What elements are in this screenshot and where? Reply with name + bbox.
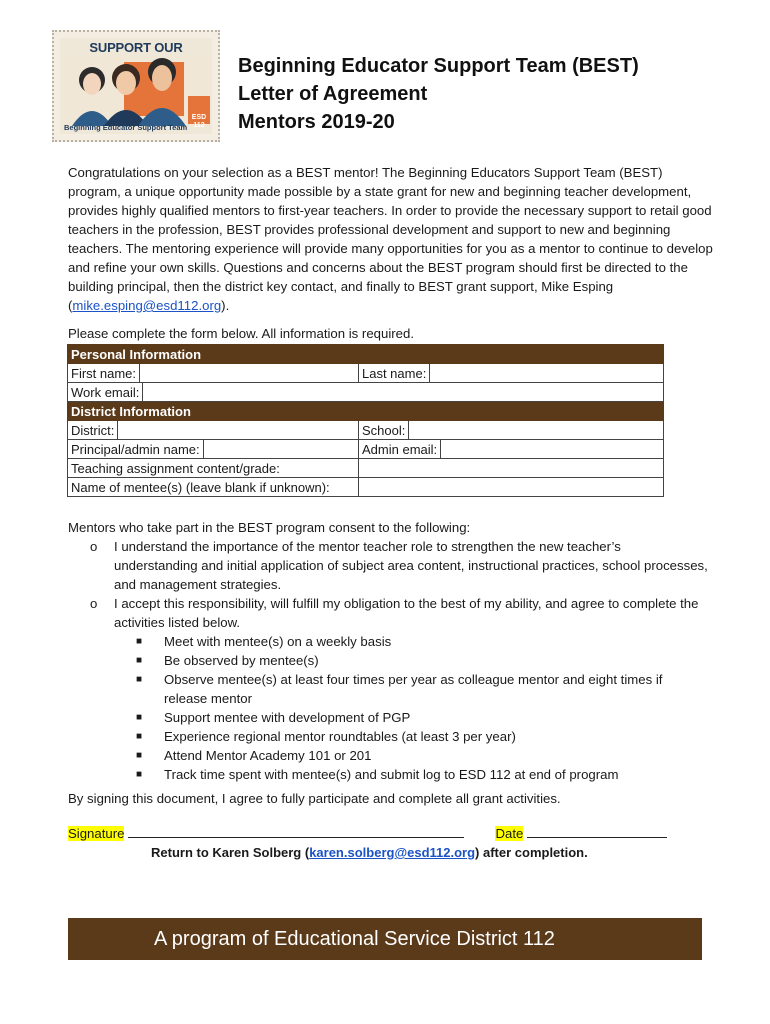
teaching-assignment-label: Teaching assignment content/grade: [68,459,359,478]
agreement-statement: By signing this document, I agree to fully participate and complete all grant activities. [68,791,561,806]
section-personal-information: Personal Information [68,345,664,364]
mentee-name-label: Name of mentee(s) (leave blank if unknown): [68,478,359,497]
mike-esping-email-link[interactable]: mike.esping@esd112.org [72,298,222,313]
consent-intro: Mentors who take part in the BEST program consent to the following: [68,520,471,535]
section-district-information: District Information [68,402,664,421]
admin-email-label: Admin email: [359,440,441,458]
logo-stamp [52,30,220,142]
signature-label: Signature [68,826,125,841]
first-name-cell [68,364,359,383]
teaching-assignment-field[interactable] [359,459,664,478]
square-bullet-icon: ■ [136,655,143,666]
document-title [238,52,639,136]
school-label: School: [359,421,409,439]
activity-text: Experience regional mentor roundtables (at least 3 per year) [164,729,516,744]
signature-line [68,825,688,841]
consent-item [68,594,708,784]
activity-text: Support mentee with development of PGP [164,710,411,725]
activity-text: Track time spent with mentee(s) and submit log to ESD 112 at end of program [164,767,619,782]
activities-list [114,632,708,784]
logo-stamp-inner [60,38,212,134]
first-name-field[interactable] [140,364,358,382]
date-field[interactable] [527,825,667,838]
school-cell [359,421,664,440]
consent-list [68,537,708,784]
karen-solberg-email-link[interactable]: karen.solberg@esd112.org [309,845,476,860]
return-instructions [151,845,588,860]
activity-item [114,708,708,727]
district-cell [68,421,359,440]
footer-banner: A program of Educational Service District 112 [68,918,702,960]
consent-section [68,518,708,784]
consent-item [68,537,708,594]
square-bullet-icon: ■ [136,731,143,742]
principal-field[interactable] [204,440,358,458]
activity-text: Attend Mentor Academy 101 or 201 [164,748,372,763]
work-email-label: Work email: [68,383,143,401]
circle-bullet-icon: o [90,596,98,611]
circle-bullet-icon: o [90,539,98,554]
form-prompt: Please complete the form below. All information is required. [68,326,414,341]
activity-item [114,746,708,765]
activity-item [114,651,708,670]
activity-item [114,632,708,651]
district-label: District: [68,421,118,439]
district-field[interactable] [118,421,358,439]
activity-item [114,670,708,708]
work-email-field[interactable] [143,383,663,401]
return-after: ) after completion. [475,845,588,860]
logo-title: SUPPORT OUR [89,40,183,55]
square-bullet-icon: ■ [136,674,143,685]
intro-paragraph [68,163,713,315]
square-bullet-icon: ■ [136,769,143,780]
logo-badge: ESD 112 [191,114,207,129]
consent-item-text: I understand the importance of the mentor teacher role to strengthen the new teacher’s understanding and initial application of subject area content, instructional practices, school processes, and management strategies. [114,539,708,592]
principal-label: Principal/admin name: [68,440,204,458]
activity-item [114,727,708,746]
logo-subtitle: Beginning Educator Support Team [64,123,188,132]
activity-text: Be observed by mentee(s) [164,653,319,668]
consent-item-text: I accept this responsibility, will fulfill my obligation to the best of my ability, and agree to complete the activities listed below. [114,596,699,630]
intro-text: Congratulations on your selection as a BEST mentor! The Beginning Educators Support Team (BEST) program, a unique opportunity made possible by a state grant for new and beginning teacher development, provides highly qualified mentors to first-year teachers. In order to provide the necessary support to retail good teachers in the profession, BEST provides professional development and support to new and beginning teachers. The mentoring experience will provide many opportunities for you as a mentor to continue to develop and refine your own skills. Questions and concerns about the BEST program should first be directed to the building principal, then the district key contact, and finally to BEST grant support, Mike Esping ( [68,165,713,313]
admin-email-field[interactable] [441,440,663,458]
mentee-name-field[interactable] [359,478,664,497]
date-label: Date [495,826,524,841]
information-form [67,344,664,497]
activity-text: Observe mentee(s) at least four times per year as colleague mentor and eight times if release mentor [164,672,663,706]
last-name-label: Last name: [359,364,430,382]
title-line-2: Letter of Agreement [238,83,428,105]
square-bullet-icon: ■ [136,636,143,647]
title-line-3: Mentors 2019-20 [238,111,395,133]
last-name-cell [359,364,664,383]
activity-text: Meet with mentee(s) on a weekly basis [164,634,392,649]
intro-end: ). [221,298,230,313]
return-before: Return to Karen Solberg ( [151,845,310,860]
work-email-cell [68,383,664,402]
school-field[interactable] [409,421,663,439]
signature-field[interactable] [128,825,464,838]
square-bullet-icon: ■ [136,750,143,761]
square-bullet-icon: ■ [136,712,143,723]
last-name-field[interactable] [430,364,663,382]
activity-item [114,765,708,784]
title-line-1: Beginning Educator Support Team (BEST) [238,55,639,77]
first-name-label: First name: [68,364,140,382]
admin-email-cell [359,440,664,459]
principal-cell [68,440,359,459]
